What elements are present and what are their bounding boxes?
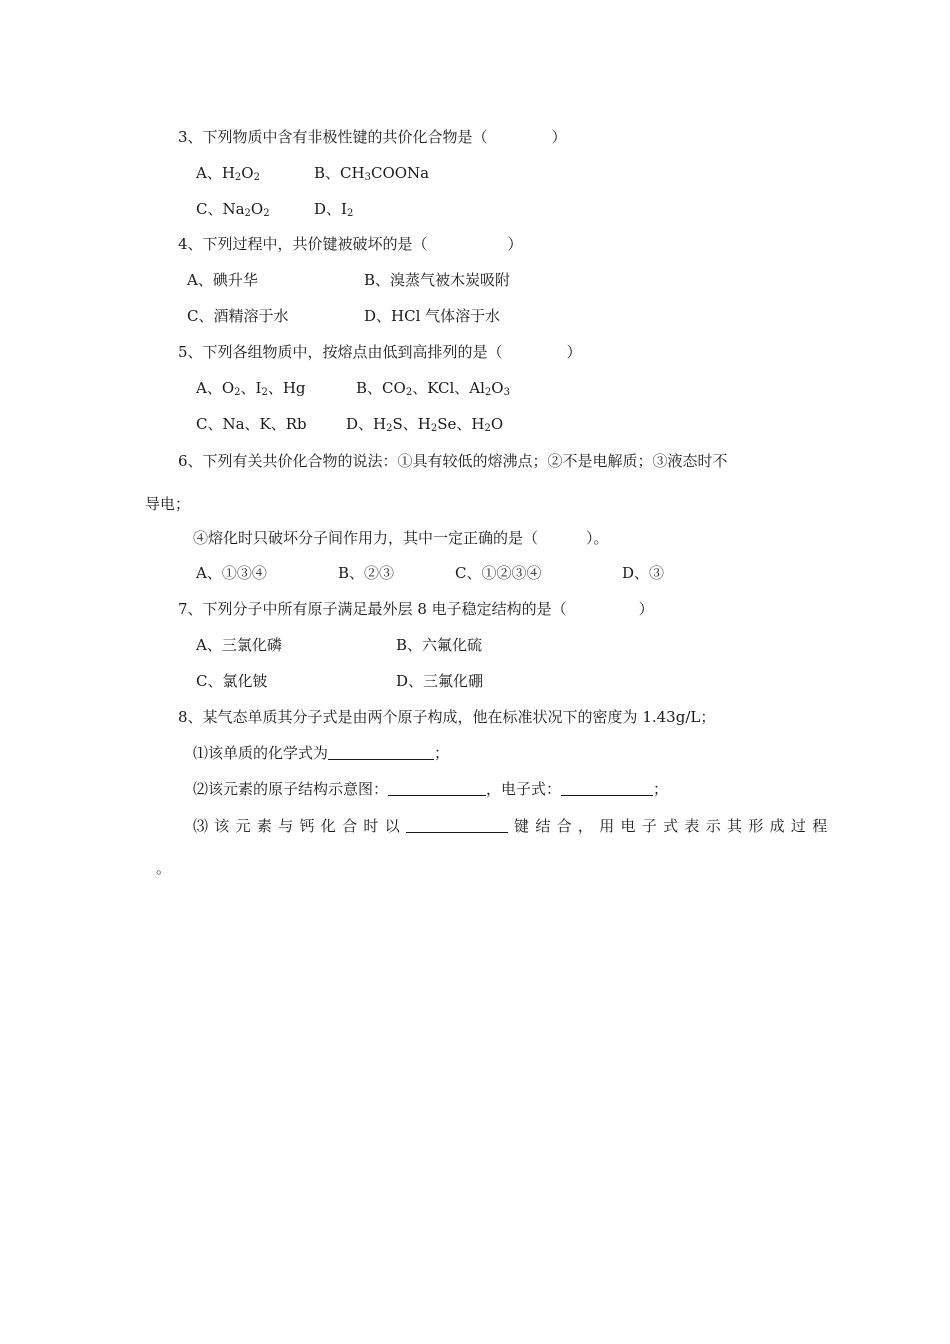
- q3-stem: 3、下列物质中含有非极性键的共价化合物是（ ）: [178, 128, 567, 146]
- q8-part1: ⑴该单质的化学式为 ；: [193, 744, 450, 762]
- q5-option-d: D、$H_2S$、$H_2Se$、$H_2O$: [346, 415, 504, 434]
- q4-option-c: C、酒精溶于水: [187, 307, 289, 325]
- q5-option-b: B、$CO_2$、KCl、$Al_2O_3$: [356, 379, 510, 398]
- q7-stem: 7、下列分子中所有原子满足最外层 8 电子稳定结构的是（ ）: [178, 600, 654, 618]
- q8-part1-answer-blank[interactable]: [328, 744, 434, 760]
- q3-option-a: A、$H_2O_2$: [196, 164, 260, 183]
- q7-option-d: D、三氟化硼: [396, 672, 484, 690]
- q7-option-c: C、氯化铍: [196, 672, 268, 690]
- q4-option-d: D、HCl 气体溶于水: [364, 307, 501, 325]
- q6-stem-line1: 6、下列有关共价化合物的说法：①具有较低的熔沸点；②不是电解质；③液态时不: [178, 452, 728, 470]
- q8-part3-bond-blank[interactable]: [406, 817, 508, 833]
- q8-stem: 8、某气态单质其分子式是由两个原子构成，他在标准状况下的密度为 1.43g/L；: [178, 708, 716, 726]
- q5-stem: 5、下列各组物质中，按熔点由低到高排列的是（ ）: [178, 343, 582, 361]
- q5-option-a: A、$O_2$、$I_2$、Hg: [196, 379, 306, 398]
- q4-option-a: A、碘升华: [187, 271, 258, 289]
- q8-part2: ⑵该元素的原子结构示意图： ，电子式： ；: [193, 780, 669, 798]
- q5-option-c: C、Na、K、Rb: [196, 415, 307, 433]
- q7-option-a: A、三氯化磷: [196, 636, 282, 654]
- q6-stem-line2: 导电；: [145, 495, 191, 513]
- q4-stem: 4、下列过程中，共价键被破坏的是（ ）: [178, 235, 523, 253]
- q3-option-b: B、$CH_3COONa$: [314, 164, 430, 183]
- q6-option-a: A、①③④: [196, 564, 267, 582]
- q8-part2-diagram-blank[interactable]: [388, 780, 486, 796]
- q6-option-c: C、①②③④: [455, 564, 542, 582]
- q3-option-c: C、$Na_2O_2$: [196, 200, 270, 219]
- q7-option-b: B、六氟化硫: [396, 636, 483, 654]
- q6-option-b: B、②③: [338, 564, 395, 582]
- q8-part3: ⑶该元素与钙化合时以 键结合，用电子式表示其形成过程: [193, 817, 834, 835]
- q6-option-d: D、③: [622, 564, 665, 582]
- q8-part2-electron-formula-blank[interactable]: [561, 780, 653, 796]
- q8-part3-end: 。: [156, 859, 172, 877]
- q6-stem-line3: ④熔化时只破坏分子间作用力，其中一定正确的是（ ）。: [193, 529, 609, 547]
- q3-option-d: D、$I_2$: [314, 200, 354, 219]
- q4-option-b: B、溴蒸气被木炭吸附: [364, 271, 511, 289]
